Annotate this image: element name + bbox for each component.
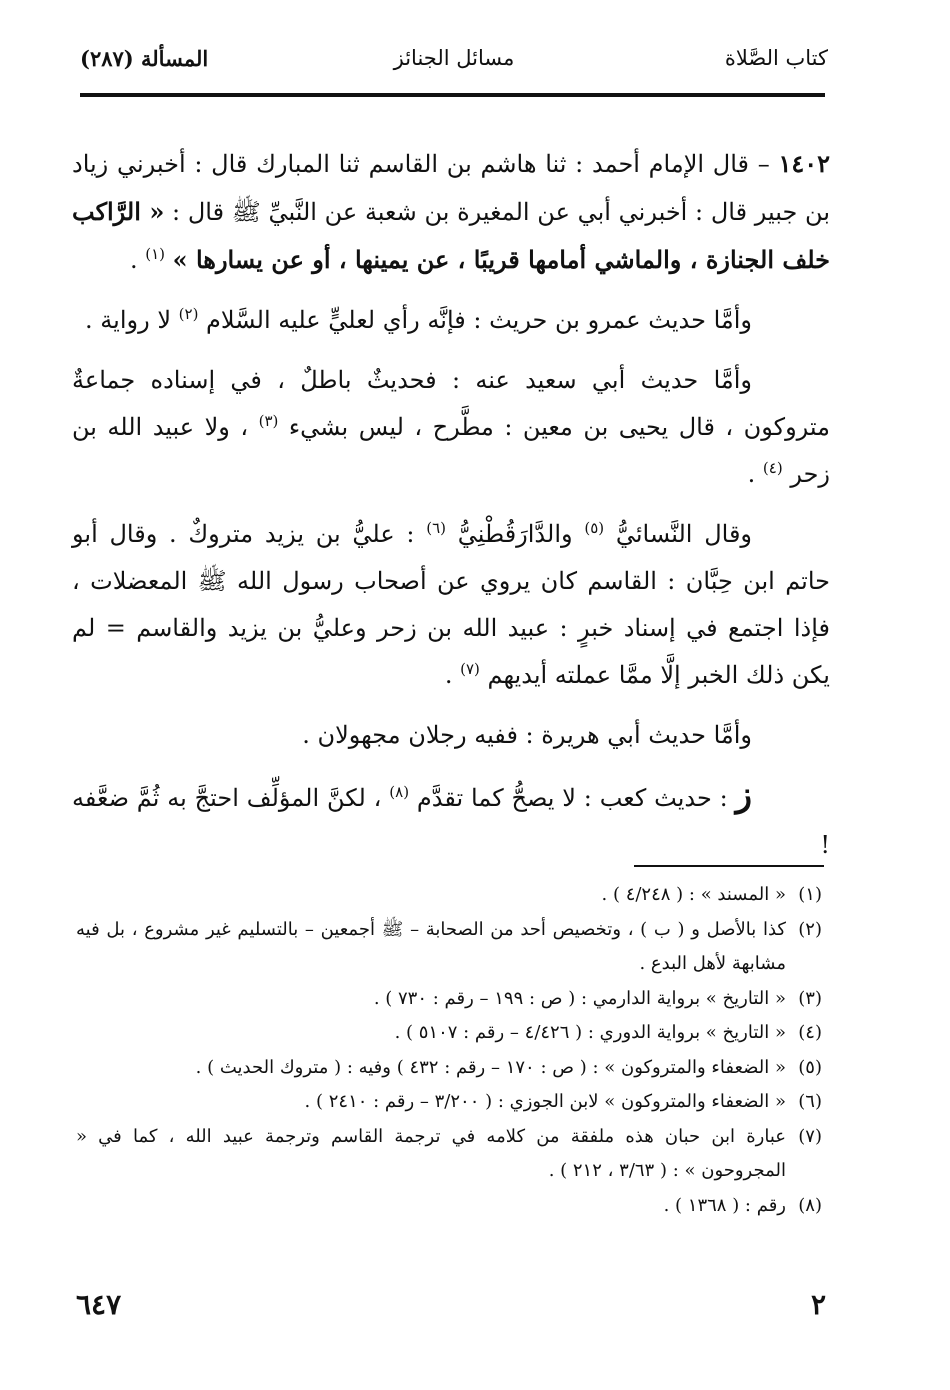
footnote-ref: (٤) bbox=[762, 459, 783, 477]
footnote-number: (١) bbox=[798, 884, 822, 905]
footnote-item bbox=[76, 913, 822, 982]
book-title: كتاب الصَّلاة bbox=[724, 46, 828, 70]
footnote-text: « الضعفاء والمتروكون » لابن الجوزي : ( ٣/٢٠٠ – رقم : ٢٤١٠ ) . bbox=[304, 1091, 786, 1112]
hadith-paragraph bbox=[72, 140, 830, 284]
volume-number: ٢ bbox=[810, 1288, 826, 1321]
footnote-ref: (٨) bbox=[389, 783, 410, 801]
footnote-item bbox=[76, 1051, 822, 1086]
footnote-text: « التاريخ » برواية الدارمي : ( ص : ١٩٩ – رقم : ٧٣٠ ) . bbox=[373, 987, 786, 1009]
footnote-number: (٢) bbox=[798, 918, 822, 940]
nasai-paragraph bbox=[72, 511, 830, 699]
running-head bbox=[80, 46, 828, 82]
footnote-ref: (١) bbox=[145, 245, 165, 263]
abu-hurayra-paragraph bbox=[72, 712, 830, 759]
footnote-text: كذا بالأصل و ( ب ) ، وتخصيص أحد من الصحابة – ﷺ أجمعين – بالتسليم غير مشروع ، بل فيه مشابهة لأهل البدع . bbox=[76, 918, 786, 974]
paragraph-text: : عليُّ بن يزيد متروكٌ . وقال أبو حاتم ابن حِبَّان : القاسم كان يروي عن أصحاب رسول الله ﷺ المعضلات ، فإذا اجتمع في إسناد خبرٍ : عبيد الله بن زحر وعليُّ بن يزيد والقاسم = لم يكن ذلك الخبر إلَّا ممَّا عملته أيديهم bbox=[72, 520, 830, 689]
footnote-item bbox=[76, 982, 822, 1017]
footnote-separator bbox=[634, 865, 824, 867]
footnote-text: « المسند » : ( ٤/٢٤٨ ) . bbox=[601, 884, 786, 905]
footnote-item bbox=[76, 1016, 822, 1051]
hadith-matn: « الرَّاكب خلف الجنازة ، والماشي أمامها قريبًا ، عن يمينها ، أو عن يسارها » bbox=[72, 197, 830, 274]
footnote-text: رقم : ( ١٣٦٨ ) . bbox=[663, 1194, 786, 1216]
footnote-item bbox=[76, 1189, 822, 1224]
paragraph-end: . bbox=[129, 246, 146, 274]
paragraph-text: . bbox=[747, 460, 763, 488]
paragraph-text: . bbox=[444, 661, 461, 689]
issue-label: المسألة (٢٨٧) bbox=[80, 46, 209, 71]
footnote-ref: (٧) bbox=[460, 660, 480, 678]
footnote-text: « الضعفاء والمتروكون » : ( ص : ١٧٠ – رقم : ٤٣٢ ) وفيه : ( متروك الحديث ) . bbox=[195, 1056, 786, 1078]
footnote-ref: (٢) bbox=[178, 305, 199, 323]
paragraph-text: وأمَّا حديث أبي هريرة : ففيه رجلان مجهولان . bbox=[302, 721, 752, 749]
abu-said-paragraph bbox=[72, 357, 830, 498]
header-rule bbox=[80, 93, 825, 97]
hadith-number: ١٤٠٢ bbox=[778, 149, 830, 178]
main-text bbox=[72, 140, 830, 869]
footnote-ref: (٦) bbox=[426, 519, 447, 537]
paragraph-text: ، لكنَّ المؤلِّف احتجَّ به ثُمَّ ضعَّفه ! bbox=[72, 784, 830, 859]
footnotes-list bbox=[76, 878, 822, 1223]
footnote-ref: (٥) bbox=[584, 519, 605, 537]
paragraph-text: وأمَّا حديث أبي سعيد عنه : فحديثٌ باطلٌ ، في إسناده جماعةٌ متروكون ، قال يحيى بن معين : مطَّرح ، ليس بشيء bbox=[72, 366, 831, 441]
commentary-marker: ز bbox=[735, 775, 752, 815]
footnote-number: (٧) bbox=[798, 1125, 822, 1147]
footnote-text: عبارة ابن حبان هذه ملفقة من كلامه في ترجمة القاسم وترجمة عبيد الله ، كما في « المجروحون » : ( ٣/٦٣ ، ٢١٢ ) . bbox=[76, 1125, 786, 1181]
footnote-number: (٤) bbox=[798, 1022, 822, 1043]
paragraph-text: ، ولا عبيد الله بن زحر bbox=[72, 413, 830, 488]
footnote-number: (٨) bbox=[798, 1194, 822, 1216]
footnote-item bbox=[76, 1120, 822, 1189]
paragraph-text: وأمَّا حديث عمرو بن حريث : فإنَّه رأي لعليٍّ عليه السَّلام bbox=[198, 306, 752, 334]
footnote-number: (٥) bbox=[798, 1056, 822, 1078]
page-number: ٦٤٧ bbox=[76, 1288, 122, 1321]
footnote-number: (٣) bbox=[798, 987, 822, 1009]
footnote-ref: (٣) bbox=[258, 412, 279, 430]
footnote-item bbox=[76, 878, 822, 913]
paragraph-text: : حديث كعب : لا يصحُّ كما تقدَّم bbox=[409, 784, 736, 812]
kaab-paragraph bbox=[72, 772, 830, 869]
paragraph-text: والدَّارَقُطْنِيُّ bbox=[446, 520, 585, 548]
paragraph-text: لا رواية . bbox=[85, 306, 179, 334]
hadith-isnad: – قال الإمام أحمد : ثنا هاشم بن القاسم ثنا المبارك قال : أخبرني زياد بن جبير قال : أخبرني أبي عن المغيرة بن شعبة عن النَّبيِّ ﷺ قال : bbox=[72, 150, 830, 226]
amr-paragraph bbox=[72, 297, 830, 344]
chapter-title: مسائل الجنائز bbox=[393, 46, 515, 70]
footnote-text: « التاريخ » برواية الدوري : ( ٤/٤٢٦ – رقم : ٥١٠٧ ) . bbox=[394, 1022, 786, 1043]
footnote-number: (٦) bbox=[798, 1091, 822, 1112]
footnote-item bbox=[76, 1085, 822, 1120]
paragraph-text: وقال النَّسائيُّ bbox=[604, 520, 753, 548]
